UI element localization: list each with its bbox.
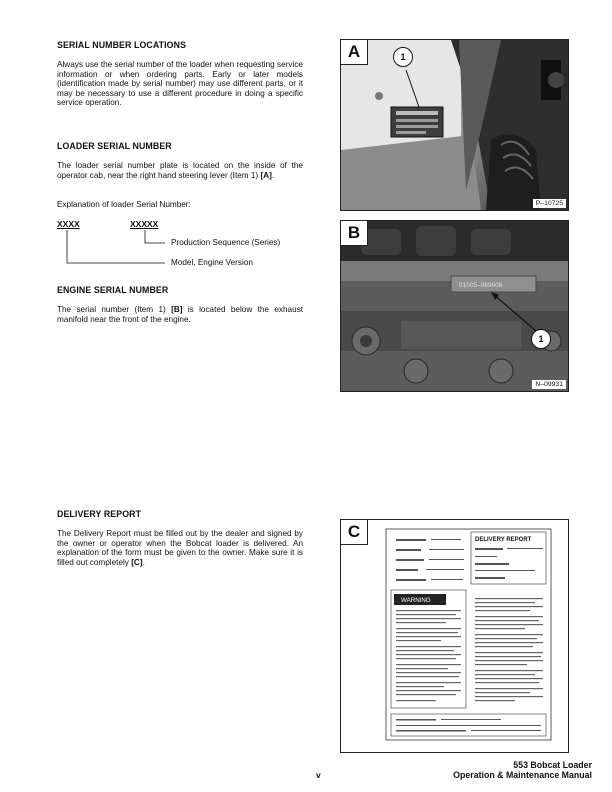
manual-title-line2: Operation & Maintenance Manual	[453, 770, 592, 780]
figure-ref-b: [B]	[171, 305, 183, 314]
form-title: DELIVERY REPORT	[475, 537, 532, 543]
figure-a-code: P–10725	[533, 199, 566, 208]
figure-c-illustration	[340, 519, 569, 753]
serial-code-sequence: XXXXX	[130, 219, 159, 229]
figure-c-letter: C	[341, 520, 368, 545]
delivery-report-heading: DELIVERY REPORT	[57, 509, 142, 519]
serial-explanation-intro: Explanation of loader Serial Number:	[57, 200, 191, 209]
engine-plate-text: 01005–069606	[459, 282, 503, 289]
serial-label-model: Model, Engine Version	[171, 258, 253, 267]
operator-cab-illustration	[341, 40, 568, 210]
figure-a-photo	[340, 39, 569, 211]
figure-b-letter: B	[341, 221, 368, 246]
engine-block-illustration	[341, 221, 568, 391]
serial-explanation-lines	[57, 228, 177, 268]
figure-a-callout: 1	[393, 47, 413, 67]
figure-b-code: N–09931	[532, 380, 566, 389]
serial-locations-heading: SERIAL NUMBER LOCATIONS	[57, 40, 187, 50]
manual-title-line1: 553 Bobcat Loader	[513, 760, 592, 770]
serial-code-model: XXXX	[57, 219, 80, 229]
engine-serial-paragraph: The serial number (Item 1) [B] is located below the exhaust manifold near the front of the engine.	[57, 305, 303, 324]
serial-locations-paragraph: Always use the serial number of the loader when requesting service information or when ordering parts. Early or later models (identification made by serial number) may use different parts, or it may be necessary to use a different procedure in doing a specific service operation.	[57, 60, 303, 108]
loader-serial-paragraph: The loader serial number plate is located on the inside of the operator cab, near the right hand steering lever (Item 1) [A].	[57, 161, 303, 180]
page-number: v	[316, 770, 321, 780]
delivery-report-paragraph: The Delivery Report must be filled out by the dealer and signed by the owner or operator when the Bobcat loader is delivered. An explanation of the form must be given to the owner. Make sure it is filled out completely [C].	[57, 529, 303, 567]
loader-serial-heading: LOADER SERIAL NUMBER	[57, 141, 172, 151]
manual-title	[453, 760, 592, 780]
figure-a-letter: A	[341, 40, 368, 65]
engine-serial-heading: ENGINE SERIAL NUMBER	[57, 285, 169, 295]
delivery-report-form-drawing	[341, 520, 568, 752]
serial-label-sequence: Production Sequence (Series)	[171, 238, 281, 247]
figure-b-callout: 1	[531, 329, 551, 349]
figure-b-photo	[340, 220, 569, 392]
form-warning-label: WARNING	[401, 597, 431, 604]
figure-ref-c: [C]	[131, 557, 143, 567]
figure-ref-a: [A]	[260, 170, 272, 180]
